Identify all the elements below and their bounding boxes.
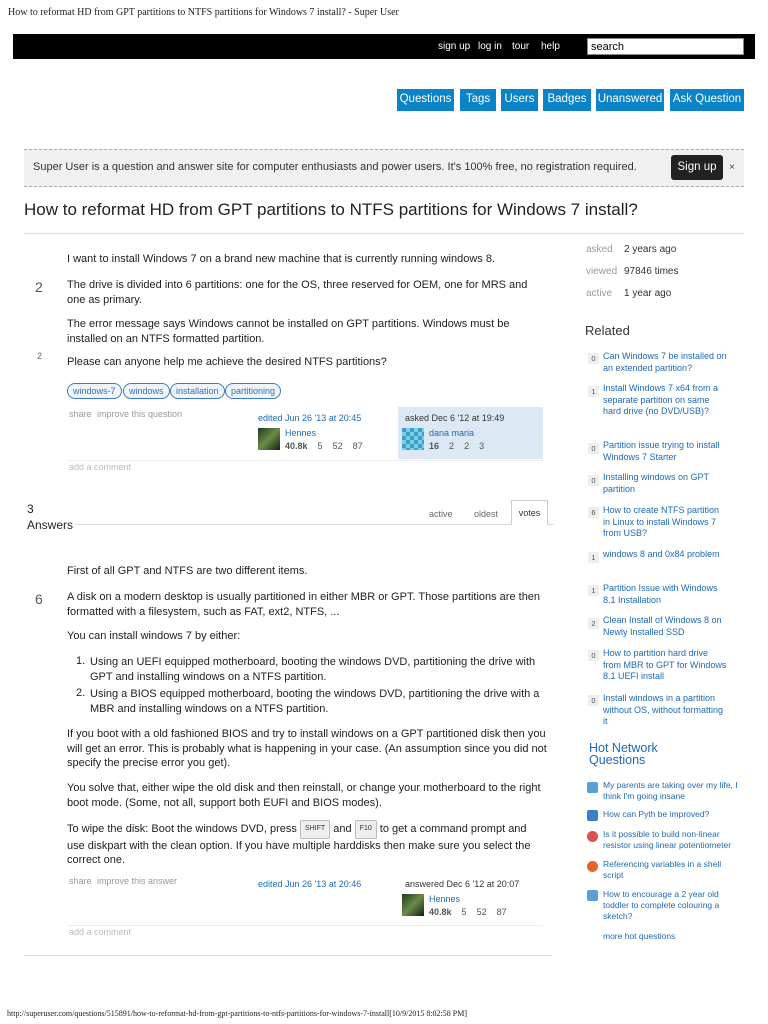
hot-question-link[interactable]: How can Pyth be improved?: [603, 809, 710, 819]
signup-link[interactable]: sign up: [438, 41, 471, 52]
stat-value: 1 year ago: [624, 288, 672, 299]
related-count: 0: [588, 695, 599, 706]
improve-answer-link[interactable]: improve this answer: [97, 876, 178, 886]
site-icon: [587, 861, 598, 872]
editor-reputation: 40.8k 5 52 87: [285, 441, 363, 451]
comment-divider: [67, 925, 543, 926]
avatar[interactable]: [402, 428, 424, 450]
close-icon[interactable]: ×: [729, 162, 735, 173]
kbd-f10: F10: [355, 820, 377, 839]
share-question-link[interactable]: share: [69, 409, 92, 419]
related-link[interactable]: Can Windows 7 be installed on an extended partition?: [603, 351, 727, 373]
related-link[interactable]: How to create NTFS partition in Linux to install Windows 7 from USB?: [603, 505, 720, 538]
author-reputation: 40.8k 5 52 87: [429, 907, 507, 917]
related-link[interactable]: Partition issue trying to install Windows 7 Starter: [603, 440, 720, 462]
tour-link[interactable]: tour: [512, 41, 530, 52]
banner-text: Super User is a question and answer site for computer enthusiasts and power users. It's 100% free, no registration required.: [33, 161, 637, 173]
related-link[interactable]: Installing windows on GPT partition: [603, 472, 709, 494]
site-icon: [587, 782, 598, 793]
footer-url: http://superuser.com/questions/515891/how-to-reformat-hd-from-gpt-partitions-to-ntfs-partitions-for-windows-7-install[10/9/2015 8:02:58 PM]: [7, 1009, 467, 1018]
answer-paragraph: If you boot with a old fashioned BIOS and try to install windows on a GPT partitioned disk then you will get an error. This is probably what is happening in your case. (An assumption since you did not specify the precise error you get).: [67, 728, 547, 769]
related-heading: Related: [585, 323, 630, 338]
tab-votes[interactable]: votes: [511, 500, 548, 525]
answer-author-link[interactable]: Hennes: [429, 894, 461, 904]
search-input[interactable]: [587, 38, 744, 55]
answer-edited-link[interactable]: edited Jun 26 '13 at 20:46: [258, 879, 362, 889]
answers-divider: [75, 524, 512, 525]
related-count: 1: [588, 552, 599, 563]
add-comment-link[interactable]: add a comment: [69, 927, 132, 937]
question-edited-link[interactable]: edited Jun 26 '13 at 20:45: [258, 413, 362, 423]
stat-value: 2 years ago: [624, 244, 677, 255]
hot-question-link[interactable]: Is it possible to build non-linear resistor using linear potentiometer: [603, 829, 732, 850]
site-icon: [587, 831, 598, 842]
related-count: 0: [588, 650, 599, 661]
help-link[interactable]: help: [541, 41, 560, 52]
title-divider: [24, 233, 744, 234]
tab-oldest[interactable]: oldest: [474, 509, 499, 519]
answers-label: Answers: [27, 518, 74, 532]
tag-partitioning[interactable]: partitioning: [225, 383, 281, 399]
nav-users[interactable]: Users: [501, 89, 538, 111]
answered-time: answered Dec 6 '12 at 20:07: [405, 879, 520, 889]
favorite-count: 2: [37, 351, 43, 361]
answers-count: 3: [27, 502, 34, 516]
question-paragraph: Please can anyone help me achieve the desired NTFS partitions?: [67, 356, 387, 368]
related-count: 1: [588, 386, 599, 397]
tag-windows[interactable]: windows: [123, 383, 170, 399]
asked-time: asked Dec 6 '12 at 19:49: [405, 413, 505, 423]
related-count: 0: [588, 353, 599, 364]
tag-windows-7[interactable]: windows-7: [67, 383, 122, 399]
related-link[interactable]: Clean Install of Windows 8 on Newly Installed SSD: [603, 615, 722, 637]
avatar[interactable]: [402, 894, 424, 916]
nav-badges[interactable]: Badges: [543, 89, 591, 111]
related-link[interactable]: Install Windows 7 x64 from a separate partition on same hard drive (no DVD/USB)?: [603, 383, 719, 416]
related-link[interactable]: windows 8 and 0x84 problem: [603, 549, 720, 559]
hot-question-link[interactable]: Referencing variables in a shell script: [603, 859, 722, 880]
answer-paragraph: You solve that, either wipe the old disk and then reinstall, or change your motherboard to the right boot mode. (Some, not all, support both EUFI and BIOS modes).: [67, 782, 541, 809]
related-count: 0: [588, 443, 599, 454]
answer-paragraph: First of all GPT and NTFS are two different items.: [67, 565, 308, 577]
tag-installation[interactable]: installation: [170, 383, 225, 399]
list-item: Using an UEFI equipped motherboard, booting the windows DVD, partitioning the drive with GPT and installing windows on a NTFS partition.: [90, 656, 536, 683]
list-item: Using a BIOS equipped motherboard, booting the windows DVD, partitioning the drive with a MBR and installing windows on a NTFS partition.: [90, 688, 540, 715]
related-link[interactable]: Install windows in a partition without OS, without formatting it: [603, 693, 724, 726]
stat-label: asked: [586, 244, 613, 255]
print-title: How to reformat HD from GPT partitions to NTFS partitions for Windows 7 install? - Super User: [8, 7, 399, 18]
login-link[interactable]: log in: [478, 41, 502, 52]
related-count: 1: [588, 585, 599, 596]
more-hot-questions-link[interactable]: more hot questions: [603, 931, 676, 941]
answer-bottom-divider: [24, 955, 552, 956]
stat-label: viewed: [586, 266, 618, 277]
answer-paragraph: A disk on a modern desktop is usually partitioned in either MBR or GPT. Those partitions are then formatted with a filesystem, such as FAT, ext2, NTFS, ...: [67, 591, 541, 618]
signup-button[interactable]: Sign up: [671, 155, 723, 180]
stat-label: active: [586, 288, 613, 299]
list-number: 2.: [76, 687, 86, 699]
answer-vote-count: 6: [35, 591, 43, 607]
hot-network-heading: Hot Network Questions: [589, 741, 658, 767]
answers-divider: [548, 524, 554, 525]
editor-name-link[interactable]: Hennes: [285, 428, 317, 438]
comment-divider: [67, 460, 543, 461]
avatar[interactable]: [258, 428, 280, 450]
hot-question-link[interactable]: My parents are taking over my life, I think I'm going insane: [603, 780, 738, 801]
nav-tags[interactable]: Tags: [460, 89, 496, 111]
answer-paragraph: To wipe the disk: Boot the windows DVD, press SHIFT and F10 to get a command prompt and use diskpart with the clean option. If you have multiple harddisks then make sure you select the correct one.: [67, 820, 547, 868]
hot-question-link[interactable]: How to encourage a 2 year old toddler to complete colouring a sketch?: [603, 889, 720, 921]
answer-paragraph: You can install windows 7 by either:: [67, 630, 241, 642]
nav-unanswered[interactable]: Unanswered: [596, 89, 664, 111]
related-link[interactable]: Partition Issue with Windows 8.1 Installation: [603, 583, 718, 605]
nav-ask-question[interactable]: Ask Question: [670, 89, 744, 111]
tab-active[interactable]: active: [429, 509, 453, 519]
question-vote-count: 2: [35, 279, 43, 295]
question-title[interactable]: How to reformat HD from GPT partitions to NTFS partitions for Windows 7 install?: [24, 200, 638, 219]
question-paragraph: The drive is divided into 6 partitions: one for the OS, three reserved for OEM, one for MRS and one as primary.: [67, 279, 528, 306]
list-number: 1.: [76, 655, 86, 667]
related-count: 2: [588, 618, 599, 629]
related-count: 6: [588, 507, 599, 518]
question-paragraph: The error message says Windows cannot be installed on GPT partitions. Windows must be installed on an NTFS formatted partition.: [67, 318, 510, 345]
asker-reputation: 16 2 2 3: [429, 441, 485, 451]
stat-value: 97846 times: [624, 266, 679, 277]
improve-question-link[interactable]: improve this question: [97, 409, 183, 419]
site-icon: [587, 810, 598, 821]
add-comment-link[interactable]: add a comment: [69, 462, 132, 472]
kbd-shift: SHIFT: [300, 820, 330, 839]
question-paragraph: I want to install Windows 7 on a brand new machine that is currently running windows 8.: [67, 253, 495, 265]
related-count: 0: [588, 475, 599, 486]
site-icon: [587, 890, 598, 901]
asker-name-link[interactable]: dana maria: [429, 428, 475, 438]
share-answer-link[interactable]: share: [69, 876, 92, 886]
related-link[interactable]: How to partition hard drive from MBR to GPT for Windows 8.1 UEFI install: [603, 648, 727, 681]
nav-questions[interactable]: Questions: [397, 89, 454, 111]
